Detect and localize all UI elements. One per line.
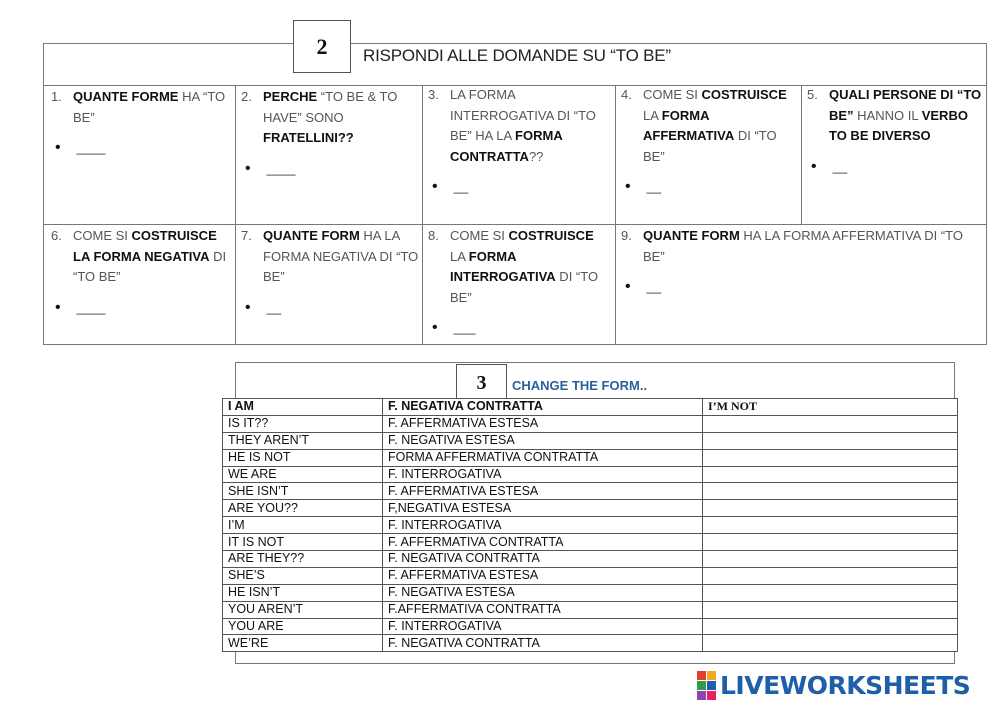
question-cell — [428, 85, 612, 198]
question-cell — [428, 226, 612, 339]
answer-cell[interactable] — [703, 551, 958, 568]
bullet-icon: • — [432, 178, 438, 195]
answer-field[interactable] — [428, 318, 612, 339]
question-plain-text: HANNO IL — [853, 107, 922, 123]
question-text — [807, 85, 983, 147]
question-number: 6. — [51, 228, 62, 243]
question-bold-text: FRATELLINI?? — [263, 130, 354, 145]
answer-cell[interactable] — [703, 500, 958, 517]
question-plain-text: LA — [643, 107, 662, 123]
answer-cell[interactable] — [703, 517, 958, 534]
question-number: 9. — [621, 228, 632, 243]
table-row — [223, 415, 958, 432]
answer-field[interactable] — [807, 157, 983, 178]
table-cell: SHE’S — [223, 567, 383, 584]
section-3-number: 3 — [456, 364, 507, 403]
bullet-icon: • — [55, 139, 61, 156]
question-plain-text: LA FORMA INTERROGATIVA DI “TO BE” HA LA — [450, 87, 596, 143]
table-cell: SHE ISN’T — [223, 483, 383, 500]
question-plain-text: HA LA FORMA AFFERMATIVA DI “TO BE” — [643, 228, 963, 264]
question-plain-text: DI “TO BE” — [450, 269, 599, 305]
table-cell: F. NEGATIVA ESTESA — [383, 584, 703, 601]
table-cell: ARE THEY?? — [223, 551, 383, 568]
bullet-icon: • — [432, 319, 438, 336]
table-cell: F. INTERROGATIVA — [383, 466, 703, 483]
liveworksheets-logo — [697, 671, 970, 700]
answer-blank[interactable]: ____ — [266, 160, 296, 176]
table-cell: F,NEGATIVA ESTESA — [383, 500, 703, 517]
table-header-row — [223, 399, 958, 416]
bullet-icon: • — [625, 278, 631, 295]
table-cell: WE’RE — [223, 635, 383, 652]
question-text — [51, 87, 231, 128]
table-row — [223, 432, 958, 449]
table-cell: ARE YOU?? — [223, 500, 383, 517]
table-cell: F. NEGATIVA ESTESA — [383, 432, 703, 449]
logo-block — [707, 681, 716, 690]
table-cell: HE IS NOT — [223, 449, 383, 466]
answer-field[interactable] — [51, 138, 231, 159]
section-2-row-divider — [43, 224, 987, 225]
answer-blank[interactable]: __ — [646, 179, 662, 194]
table-row — [223, 551, 958, 568]
table-row — [223, 534, 958, 551]
question-number: 5. — [807, 87, 818, 102]
question-bold-text: QUALI PERSONE DI “TO BE” — [829, 87, 982, 123]
table-row — [223, 517, 958, 534]
answer-cell[interactable] — [703, 483, 958, 500]
section-2-number: 2 — [293, 20, 351, 73]
question-text — [428, 226, 612, 308]
table-cell: F. NEGATIVA CONTRATTA — [383, 635, 703, 652]
question-cell — [807, 85, 983, 177]
grid-divider — [235, 85, 236, 224]
question-number: 4. — [621, 87, 632, 102]
question-bold-text: COSTRUISCE LA FORMA NEGATIVA — [73, 228, 217, 264]
logo-blocks-icon — [697, 671, 716, 700]
question-cell — [241, 87, 419, 179]
table-row — [223, 635, 958, 652]
question-bold-text: COSTRUISCE — [508, 228, 594, 243]
table-row — [223, 466, 958, 483]
answer-field[interactable] — [241, 298, 419, 319]
change-form-table — [222, 398, 958, 652]
question-plain-text: COME SI — [73, 228, 132, 243]
section-3-title: CHANGE THE FORM.. — [512, 378, 648, 393]
question-bold-text: FORMA INTERROGATIVA — [450, 248, 556, 284]
question-number: 7. — [241, 228, 252, 243]
bullet-icon: • — [245, 298, 251, 316]
table-cell: THEY AREN’T — [223, 432, 383, 449]
logo-block — [707, 671, 716, 680]
answer-blank[interactable]: ____ — [76, 140, 106, 155]
bullet-icon: • — [811, 157, 817, 175]
answer-field[interactable] — [621, 277, 983, 298]
table-row — [223, 483, 958, 500]
question-bold-text: VERBO TO BE DIVERSO — [829, 107, 968, 143]
logo-block — [697, 691, 706, 700]
header-cell: I AM — [223, 399, 383, 416]
table-row — [223, 584, 958, 601]
answer-blank[interactable]: __ — [832, 158, 848, 174]
question-plain-text: DI “TO BE” — [643, 128, 777, 164]
question-bold-text: QUANTE FORM — [263, 228, 360, 243]
question-plain-text: “TO BE & TO HAVE” SONO — [263, 89, 398, 125]
question-plain-text: ?? — [528, 148, 544, 164]
question-text — [428, 85, 612, 167]
question-plain-text: HA LA FORMA NEGATIVA DI “TO BE” — [263, 228, 419, 284]
question-cell — [241, 226, 419, 318]
table-cell: F. NEGATIVA CONTRATTA — [383, 551, 703, 568]
grid-divider — [801, 85, 802, 224]
answer-cell[interactable] — [703, 567, 958, 584]
logo-block — [707, 691, 716, 700]
logo-block — [697, 681, 706, 690]
answer-cell[interactable] — [703, 534, 958, 551]
question-text — [621, 226, 983, 267]
answer-blank[interactable]: ___ — [453, 320, 476, 335]
answer-cell[interactable] — [703, 432, 958, 449]
table-row — [223, 567, 958, 584]
table-cell: WE ARE — [223, 466, 383, 483]
answer-blank[interactable]: __ — [646, 279, 662, 294]
answer-cell[interactable] — [703, 601, 958, 618]
answer-field[interactable] — [51, 298, 231, 319]
answer-field[interactable] — [621, 177, 799, 198]
question-bold-text: QUANTE FORME — [73, 89, 179, 104]
question-bold-text: COSTRUISCE — [701, 87, 787, 102]
answer-cell[interactable] — [703, 635, 958, 652]
question-plain-text: COME SI — [643, 87, 702, 102]
table-cell: YOU ARE — [223, 618, 383, 635]
answer-field[interactable] — [428, 177, 612, 198]
question-plain-text: COME SI — [450, 228, 509, 243]
table-cell: F. INTERROGATIVA — [383, 618, 703, 635]
table-cell: F. AFFERMATIVA ESTESA — [383, 415, 703, 432]
table-cell: I’M — [223, 517, 383, 534]
answer-blank[interactable]: __ — [453, 179, 469, 194]
answer-field[interactable] — [241, 159, 419, 180]
question-number: 8. — [428, 228, 439, 243]
question-plain-text: LA — [450, 248, 469, 264]
grid-divider — [422, 224, 423, 345]
question-cell — [621, 226, 983, 298]
logo-block — [697, 671, 706, 680]
question-text — [241, 226, 419, 288]
answer-cell[interactable] — [703, 415, 958, 432]
grid-divider — [422, 85, 423, 224]
answer-blank[interactable]: __ — [266, 299, 282, 315]
question-number: 3. — [428, 87, 439, 102]
table-cell: IS IT?? — [223, 415, 383, 432]
bullet-icon: • — [625, 178, 631, 195]
question-bold-text: FORMA CONTRATTA — [450, 128, 563, 164]
question-bold-text: PERCHE — [263, 89, 318, 104]
table-cell: F. AFFERMATIVA ESTESA — [383, 483, 703, 500]
table-cell: F. INTERROGATIVA — [383, 517, 703, 534]
table-cell: F.AFFERMATIVA CONTRATTA — [383, 601, 703, 618]
question-cell — [51, 87, 231, 159]
answer-cell[interactable] — [703, 584, 958, 601]
question-cell — [621, 85, 799, 198]
table-row — [223, 618, 958, 635]
bullet-icon: • — [245, 159, 251, 177]
grid-divider — [615, 85, 616, 224]
question-bold-text: FORMA AFFERMATIVA — [643, 107, 735, 143]
table-cell: IT IS NOT — [223, 534, 383, 551]
table-cell: F. AFFERMATIVA CONTRATTA — [383, 534, 703, 551]
question-text — [621, 85, 799, 167]
table-cell: YOU AREN’T — [223, 601, 383, 618]
question-plain-text: HA “TO BE” — [73, 89, 226, 125]
question-text — [51, 226, 231, 288]
table-cell: F. AFFERMATIVA ESTESA — [383, 567, 703, 584]
table-row — [223, 601, 958, 618]
bullet-icon: • — [55, 298, 61, 316]
logo-text: LIVEWORKSHEETS — [720, 671, 971, 700]
header-cell: I’M NOT — [703, 399, 958, 416]
header-cell: F. NEGATIVA CONTRATTA — [383, 399, 703, 416]
table-row — [223, 449, 958, 466]
answer-cell[interactable] — [703, 449, 958, 466]
question-text — [241, 87, 419, 149]
question-bold-text: QUANTE FORM — [643, 228, 740, 243]
grid-divider — [235, 224, 236, 345]
answer-blank[interactable]: ____ — [76, 299, 106, 315]
question-number: 1. — [51, 89, 62, 104]
table-row — [223, 500, 958, 517]
question-cell — [51, 226, 231, 318]
answer-cell[interactable] — [703, 618, 958, 635]
section-2-title: RISPONDI ALLE DOMANDE SU “TO BE” — [363, 46, 671, 65]
question-number: 2. — [241, 89, 252, 104]
answer-cell[interactable] — [703, 466, 958, 483]
question-plain-text: DI “TO BE” — [73, 248, 227, 284]
table-cell: FORMA AFFERMATIVA CONTRATTA — [383, 449, 703, 466]
table-cell: HE ISN’T — [223, 584, 383, 601]
grid-divider — [615, 224, 616, 345]
